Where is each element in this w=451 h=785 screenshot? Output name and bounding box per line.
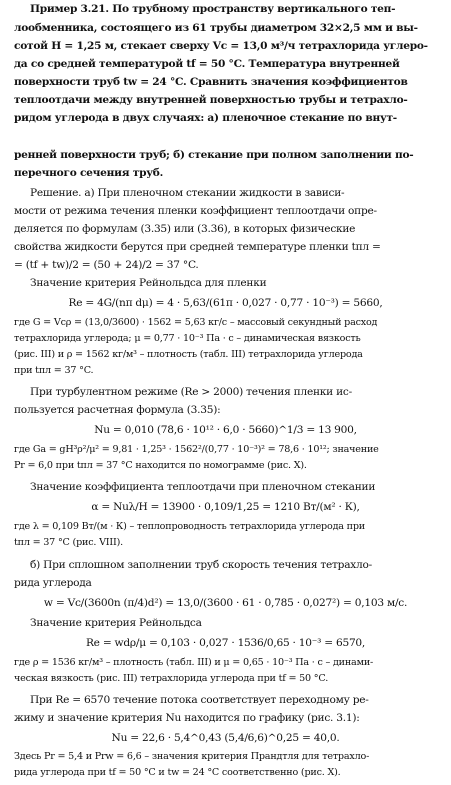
problem-line-6: теплоотдачи между внутренней поверхностью трубы и тетрахло- [14,94,408,106]
solution-line-3: деляется по формулам (3.35) или (3.36), в которых физические [14,223,356,235]
note-line: Pr = 6,0 при tпл = 37 °C находится по номограмме (рис. X). [14,460,307,471]
problem-line-4: да со средней температурой tf = 50 °C. Температура внутренней [14,58,400,70]
section-heading: Значение критерия Рейнольдса [30,617,202,629]
note-line: (рис. III) и ρ = 1562 кг/м³ – плотность (табл. III) тетрахлорида углерода [14,349,363,360]
note-line: ческая вязкость (рис. III) тетрахлорида углерода при tf = 50 °C. [14,673,329,684]
body-line: При турбулентном режиме (Re > 2000) течения пленки ис- [30,386,352,398]
body-line: б) При сплошном заполнении труб скорость течения тетрахло- [30,559,372,571]
problem-line-2: лообменника, состоящего из 61 трубы диаметром 32×2,5 мм и вы- [14,22,418,34]
section-heading: Значение коэффициента теплоотдачи при пленочном стекании [30,481,376,493]
solution-line-2: мости от режима течения пленки коэффициент теплоотдачи опре- [14,205,377,217]
formula-nu-full: Nu = 22,6 · 5,4^0,43 (5,4/6,6)^0,25 = 40,0. [111,732,340,744]
problem-line-7: ридом углерода в двух случаях: а) пленочное стекание по внут- [14,112,397,124]
problem-line-3: сотой H = 1,25 м, стекает сверху Vc = 13,0 м³/ч тетрахлорида углеро- [14,40,428,52]
note-line: tпл = 37 °C (рис. VIII). [14,537,123,548]
formula-velocity: w = Vc/(3600n (π/4)d²) = 13,0/(3600 · 61 · 0,785 · 0,027²) = 0,103 м/с. [43,597,408,609]
problem-line-1: Пример 3.21. По трубному пространству вертикального теп- [30,3,396,15]
body-line: При Re = 6570 течение потока соответствует переходному ре- [30,694,369,706]
note-line: где G = Vcρ = (13,0/3600) · 1562 = 5,63 кг/с – массовый секундный расход [14,317,378,328]
note-line: где ρ = 1536 кг/м³ – плотность (табл. III) и μ = 0,65 · 10⁻³ Па · с – динами- [14,657,374,668]
body-line: жиму и значение критерия Nu находится по графику (рис. 3.1): [14,712,360,724]
note-line: Здесь Pr = 5,4 и Prw = 6,6 – значения критерия Прандтля для тетрахло- [14,751,370,762]
problem-line-5: поверхности труб tw = 24 °C. Сравнить значения коэффициентов [14,76,408,88]
body-line: пользуется расчетная формула (3.35): [14,404,221,416]
solution-line-1: Решение. а) При пленочном стекании жидкости в зависи- [30,187,345,199]
formula-alpha-film: α = Nuλ/H = 13900 · 0,109/1,25 = 1210 Вт/(м² · К), [91,501,360,513]
formula-nu-film: Nu = 0,010 (78,6 · 10¹² · 6,0 · 5660)^1/3 = 13 900, [94,424,357,436]
note-line: тетрахлорида углерода; μ = 0,77 · 10⁻³ Па · с – динамическая вязкость [14,333,361,344]
note-line: рида углерода при tf = 50 °C и tw = 24 °C соответственно (рис. X). [14,767,341,778]
formula-re-full: Re = wdρ/μ = 0,103 · 0,027 · 1536/0,65 · 10⁻³ = 6570, [85,637,366,649]
note-line: где Ga = gH³ρ²/μ² = 9,81 · 1,25³ · 1562²/(0,77 · 10⁻³)² = 78,6 · 10¹²; значение [14,444,379,455]
problem-line-9: перечного сечения труб. [14,167,164,179]
body-line: рида углерода [14,577,92,589]
problem-line-8: ренней поверхности труб; б) стекание при полном заполнении по- [14,149,414,161]
section-heading: Значение критерия Рейнольдса для пленки [30,277,267,289]
formula-re-film: Re = 4G/(nπ dμ) = 4 · 5,63/(61π · 0,027 · 0,77 · 10⁻³) = 5660, [68,297,383,309]
note-line: где λ = 0,109 Вт/(м · К) – теплопроводность тетрахлорида углерода при [14,521,365,532]
solution-line-5: = (tf + tw)/2 = (50 + 24)/2 = 37 °C. [14,259,199,271]
solution-line-4: свойства жидкости берутся при средней температуре пленки tпл = [14,241,381,253]
note-line: при tпл = 37 °C. [14,365,94,376]
